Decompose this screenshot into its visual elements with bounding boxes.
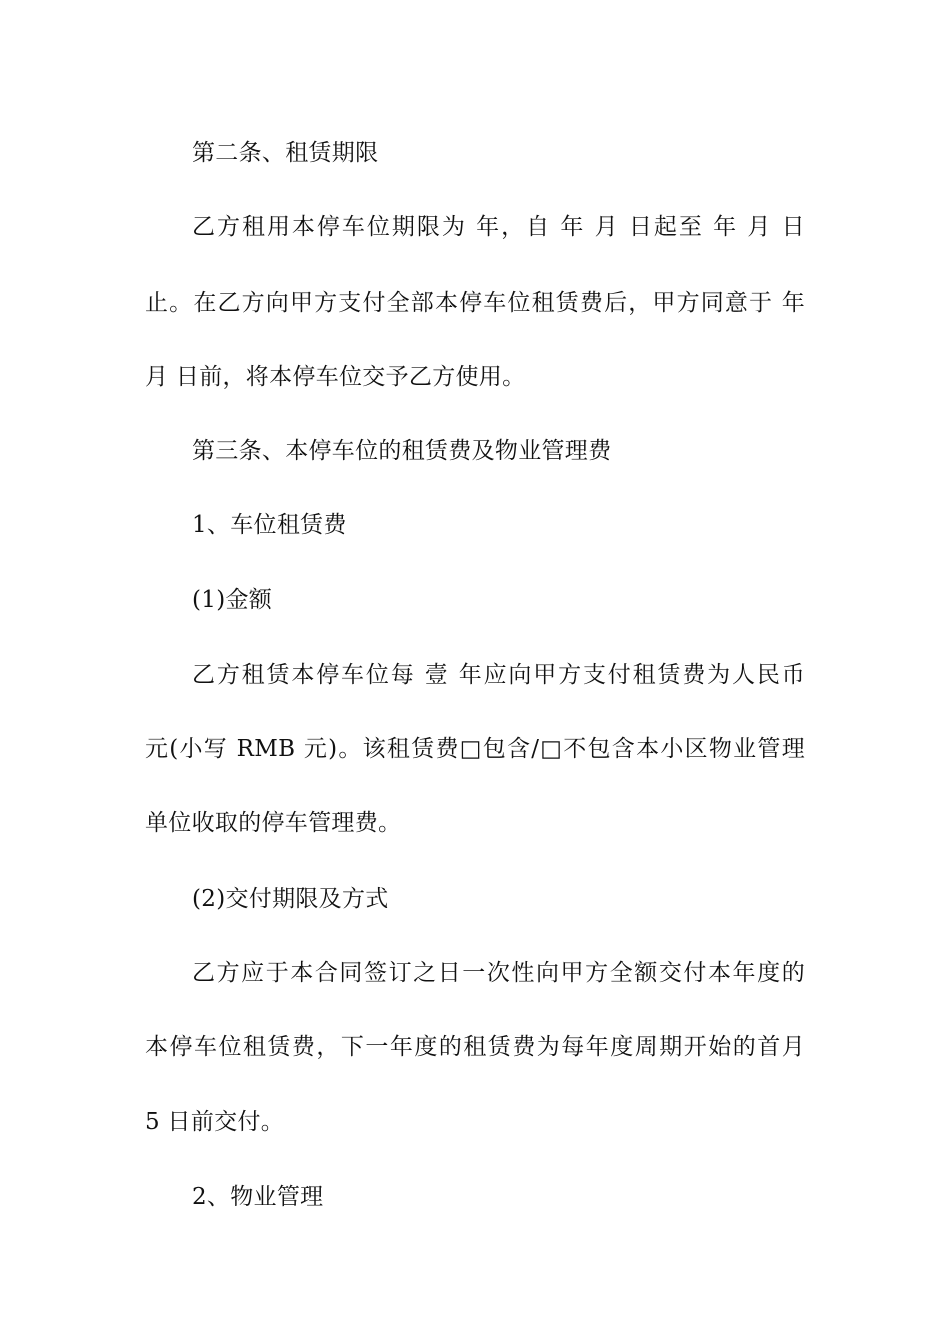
subheading-property-management: 2、物业管理 [192, 1184, 324, 1210]
paragraph-line: 本停车位租赁费，下一年度的租赁费为每年度周期开始的首月 [145, 1034, 805, 1060]
paragraph-line: 止。在乙方向甲方支付全部本停车位租赁费后，甲方同意于 年 [145, 290, 805, 316]
paragraph-line: 月 日前，将本停车位交予乙方使用。 [145, 364, 526, 390]
subheading-rent: 1、车位租赁费 [192, 512, 347, 538]
paragraph-line: 元(小写 RMB 元)。该租赁费□包含/□不包含本小区物业管理 [145, 736, 805, 762]
subheading-payment: (2)交付期限及方式 [192, 886, 389, 912]
paragraph-line: 5 日前交付。 [145, 1109, 285, 1135]
section-heading-lease-term: 第二条、租赁期限 [192, 140, 379, 166]
paragraph-line: 乙方租用本停车位期限为 年，自 年 月 日起至 年 月 日 [192, 214, 805, 240]
paragraph-line: 乙方租赁本停车位每 壹 年应向甲方支付租赁费为人民币 [192, 662, 805, 688]
section-heading-fees: 第三条、本停车位的租赁费及物业管理费 [192, 438, 612, 464]
subheading-amount: (1)金额 [192, 587, 273, 613]
paragraph-line: 单位收取的停车管理费。 [145, 810, 402, 836]
paragraph-line: 乙方应于本合同签订之日一次性向甲方全额交付本年度的 [192, 960, 805, 986]
